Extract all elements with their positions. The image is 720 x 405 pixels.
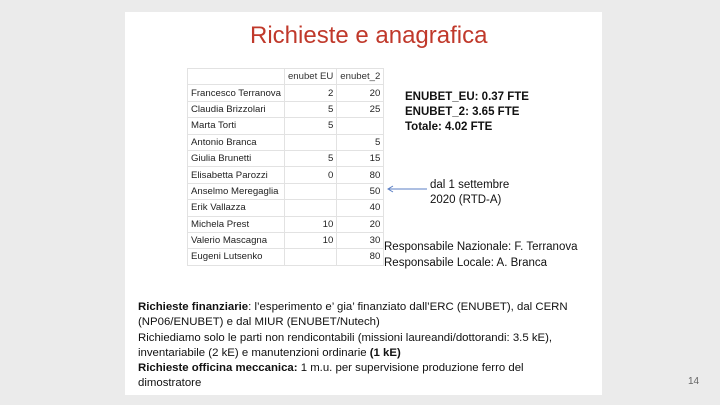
table-row <box>188 101 384 117</box>
workshop-text-1: 1 m.u. per supervisione produzione ferro del <box>297 362 524 375</box>
person-name: Eugeni Lutsenko <box>188 249 285 265</box>
enubet-eu-value <box>284 134 336 150</box>
enubet-2-value: 20 <box>337 85 384 101</box>
person-name: Antonio Branca <box>188 134 285 150</box>
person-name: Erik Vallazza <box>188 200 285 216</box>
slide <box>125 12 602 395</box>
table-row <box>188 183 384 199</box>
table-row <box>188 85 384 101</box>
person-name: Francesco Terranova <box>188 85 285 101</box>
workshop-line-2: dimostratore <box>138 377 202 390</box>
table-header-enubet-2: enubet_2 <box>337 69 384 85</box>
start-date-line-2: 2020 (RTD-A) <box>430 194 502 206</box>
enubet-eu-value: 5 <box>284 150 336 166</box>
personnel-table <box>187 68 384 266</box>
request-line-3: Richiediamo solo le parti non rendicontabili (missioni laureandi/dottorandi: 3.5 kE), <box>138 331 553 344</box>
enubet-2-value: 15 <box>337 150 384 166</box>
table-row <box>188 216 384 232</box>
table-header-enubet-eu: enubet EU <box>284 69 336 85</box>
request-line-4 <box>138 346 598 361</box>
enubet-eu-value <box>284 183 336 199</box>
page-number: 14 <box>688 376 700 387</box>
table-row <box>188 200 384 216</box>
enubet-eu-value: 10 <box>284 216 336 232</box>
enubet-2-value: 5 <box>337 134 384 150</box>
financial-label: Richieste finanziarie <box>138 301 249 313</box>
person-name: Valerio Mascagna <box>188 232 285 248</box>
responsabile-nazionale: Responsabile Nazionale: F. Terranova <box>384 241 578 253</box>
table-header-row <box>188 69 384 85</box>
person-name: Marta Torti <box>188 118 285 134</box>
table-header-name <box>188 69 285 85</box>
workshop-label: Richieste officina meccanica: <box>138 362 298 375</box>
request-line-4b: (1 kE) <box>369 346 401 359</box>
enubet-eu-value: 10 <box>284 232 336 248</box>
enubet-eu-value: 5 <box>284 118 336 134</box>
enubet-2-value: 20 <box>337 216 384 232</box>
financial-line-2: (NP06/ENUBET) e dal MIUR (ENUBET/Nutech) <box>138 316 380 329</box>
person-name: Anselmo Meregaglia <box>188 183 285 199</box>
enubet-2-value: 40 <box>337 200 384 216</box>
enubet-eu-value <box>284 200 336 216</box>
fte-enubet-2: ENUBET_2: 3.65 FTE <box>405 106 520 118</box>
table-row <box>188 232 384 248</box>
financial-text-1: : l’esperimento e’ gia’ finanziato dall’ERC (ENUBET), dal CERN <box>248 301 568 313</box>
request-line-4a: inventariabile (2 kE) e manutenzioni ordinarie <box>138 346 370 359</box>
table-row <box>188 134 384 150</box>
person-name: Giulia Brunetti <box>188 150 285 166</box>
table-row <box>188 167 384 183</box>
enubet-2-value: 30 <box>337 232 384 248</box>
start-date-note <box>430 178 509 208</box>
enubet-eu-value: 5 <box>284 101 336 117</box>
person-name: Elisabetta Parozzi <box>188 167 285 183</box>
enubet-2-value: 80 <box>337 167 384 183</box>
table-row <box>188 249 384 265</box>
enubet-2-value <box>337 118 384 134</box>
fte-enubet-eu: ENUBET_EU: 0.37 FTE <box>405 91 529 103</box>
financial-line-1 <box>138 300 598 315</box>
enubet-2-value: 50 <box>337 183 384 199</box>
person-name: Michela Prest <box>188 216 285 232</box>
enubet-eu-value: 2 <box>284 85 336 101</box>
fte-total: Totale: 4.02 FTE <box>405 121 493 133</box>
responsabili <box>384 240 577 271</box>
table-row <box>188 118 384 134</box>
person-name: Claudia Brizzolari <box>188 101 285 117</box>
slide-title: Richieste e anagrafica <box>250 22 488 49</box>
enubet-eu-value <box>284 249 336 265</box>
table-row <box>188 150 384 166</box>
workshop-line-1 <box>138 361 598 376</box>
enubet-2-value: 25 <box>337 101 384 117</box>
enubet-2-value: 80 <box>337 249 384 265</box>
responsabile-locale: Responsabile Locale: A. Branca <box>384 256 548 269</box>
requests-text <box>138 300 598 392</box>
fte-summary <box>405 90 529 135</box>
enubet-eu-value: 0 <box>284 167 336 183</box>
start-date-line-1: dal 1 settembre <box>430 179 510 191</box>
